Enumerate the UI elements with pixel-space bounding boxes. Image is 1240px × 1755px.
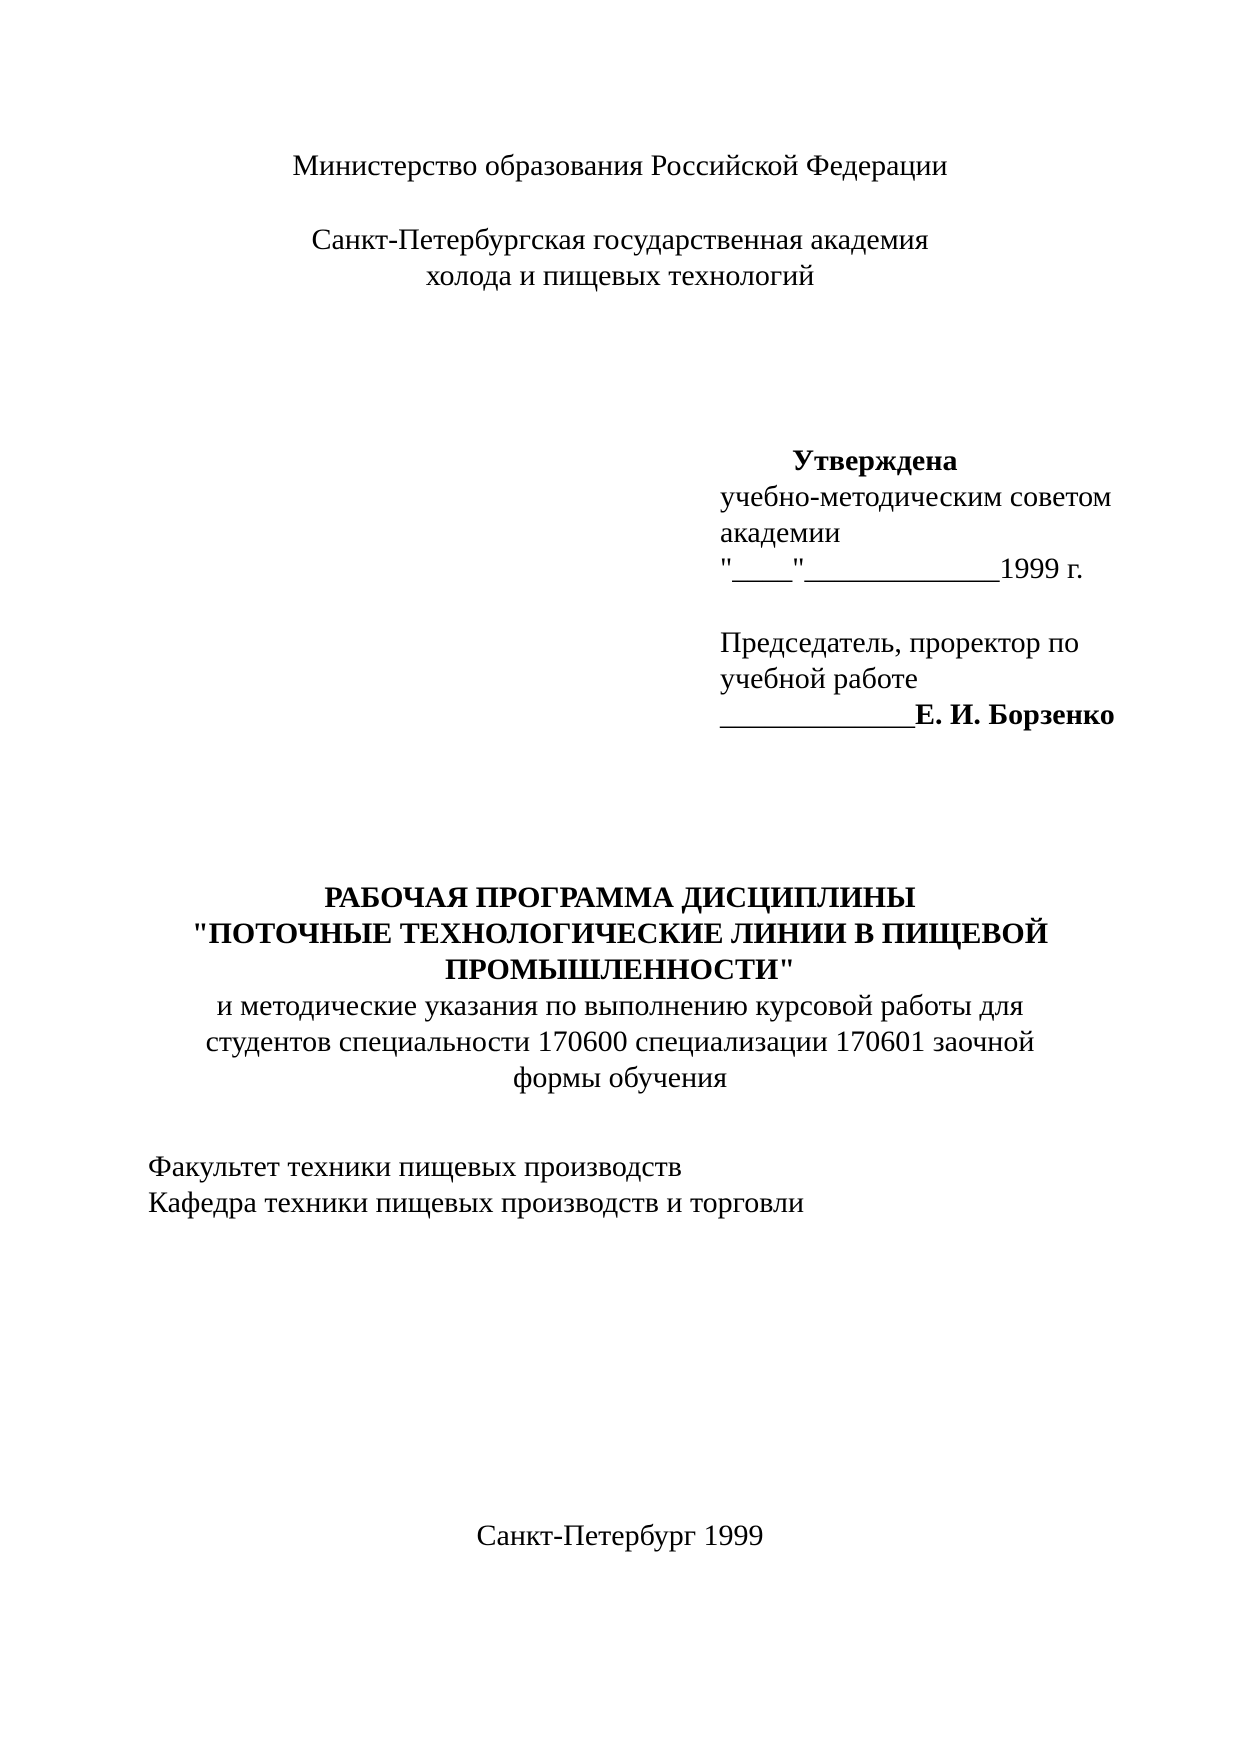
- approval-date-line: "____"_____________1999 г.: [720, 552, 1084, 585]
- city-year: Санкт-Петербург 1999: [476, 1519, 764, 1552]
- subtitle-line-1: и методические указания по выполнению курсовой работы для: [216, 989, 1024, 1022]
- approval-title: Утверждена: [792, 444, 958, 477]
- academy-line-2: холода и пищевых технологий: [425, 259, 815, 292]
- chair-line-1: Председатель, проректор по: [720, 626, 1080, 659]
- approval-line-2: академии: [720, 516, 841, 549]
- subtitle-line-2: студентов специальности 170600 специализации 170601 заочной: [205, 1025, 1035, 1058]
- subtitle-line-3: формы обучения: [512, 1061, 728, 1094]
- academy-line-1: Санкт-Петербургская государственная академия: [311, 223, 929, 256]
- signature-name: Е. И. Борзенко: [915, 698, 1115, 731]
- faculty-line: Факультет техники пищевых производств: [148, 1150, 682, 1183]
- ministry-line: Министерство образования Российской Федерации: [292, 149, 948, 182]
- title-line-3: ПРОМЫШЛЕННОСТИ": [445, 953, 795, 986]
- chair-line-2: учебной работе: [720, 662, 918, 695]
- chair-department-line: Кафедра техники пищевых производств и торговли: [148, 1186, 805, 1219]
- signature-line: [720, 697, 1115, 733]
- title-line-1: РАБОЧАЯ ПРОГРАММА ДИСЦИПЛИНЫ: [324, 881, 916, 914]
- approval-line-1: учебно-методическим советом: [720, 480, 1112, 513]
- title-line-2: "ПОТОЧНЫЕ ТЕХНОЛОГИЧЕСКИЕ ЛИНИИ В ПИЩЕВОЙ: [191, 917, 1049, 950]
- signature-blank: _____________: [720, 698, 915, 731]
